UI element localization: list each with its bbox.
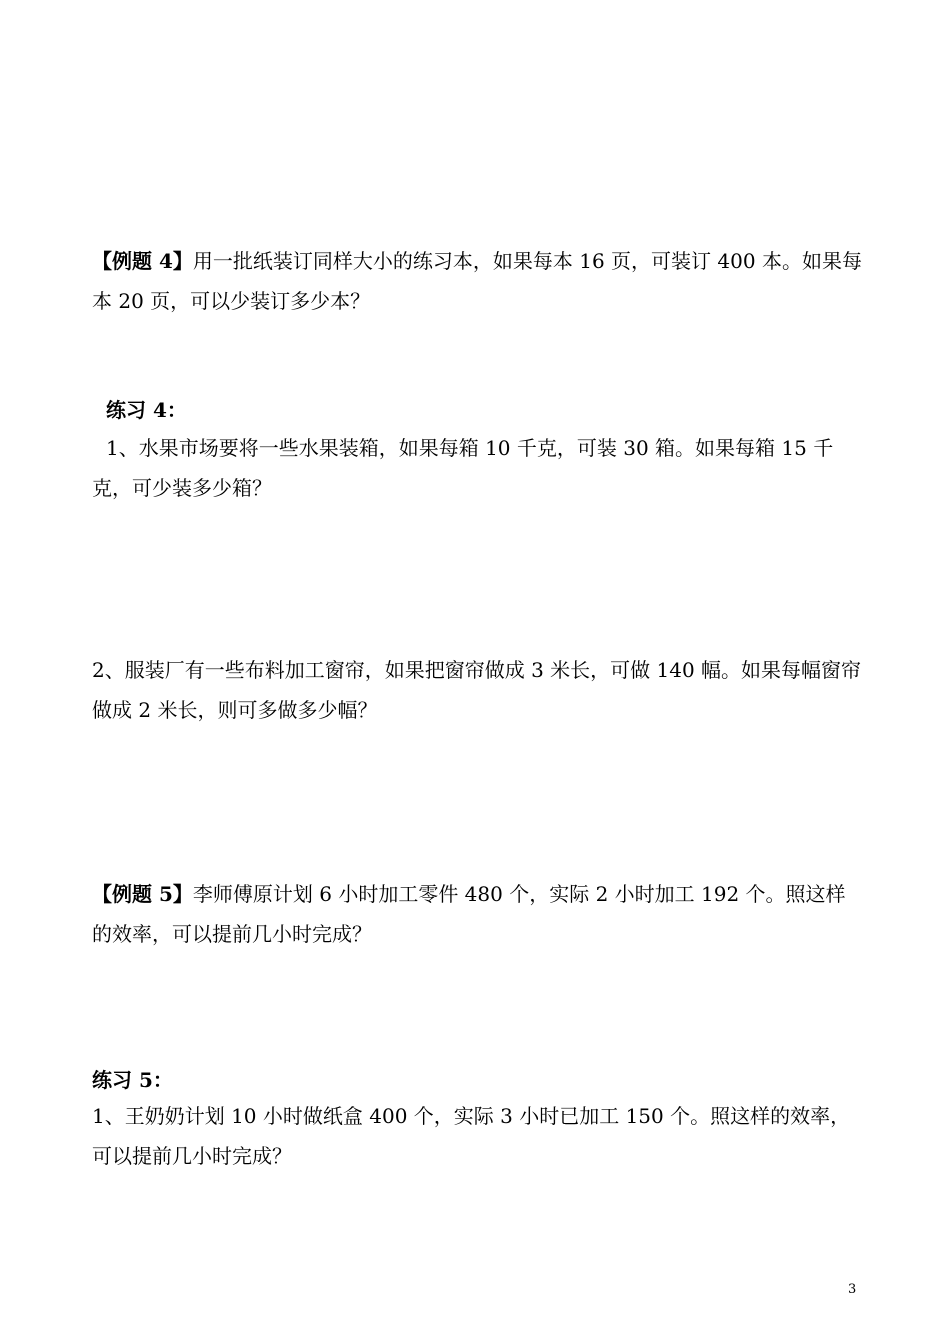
example-4-text: 用一批纸装订同样大小的练习本，如果每本 16 页，可装订 400 本。如果每本 20 页，可以少装订多少本？	[92, 249, 862, 313]
example-5	[92, 874, 862, 954]
example-4-label: 【例题 4】	[92, 249, 193, 273]
example-5-text: 李师傅原计划 6 小时加工零件 480 个，实际 2 小时加工 192 个。照这样的效率，可以提前几小时完成？	[92, 882, 846, 946]
example-5-label: 【例题 5】	[92, 882, 193, 906]
example-4	[92, 241, 862, 321]
exercise-4-question-2: 2、服装厂有一些布料加工窗帘，如果把窗帘做成 3 米长，可做 140 幅。如果每幅窗帘做成 2 米长，则可多做多少幅？	[92, 658, 862, 722]
page-number: 3	[848, 1282, 857, 1297]
exercise-5-question-1: 1、王奶奶计划 10 小时做纸盒 400 个，实际 3 小时已加工 150 个。照这样的效率，可以提前几小时完成？	[92, 1104, 851, 1168]
exercise-5-heading: 练习 5：	[92, 1068, 173, 1092]
exercise-4-question-1-text: 1、水果市场要将一些水果装箱，如果每箱 10 千克，可装 30 箱。如果每箱 15 千克，可少装多少箱？	[92, 436, 834, 500]
exercise-4-question-1	[92, 428, 862, 508]
exercise-4-heading: 练习 4：	[106, 398, 187, 422]
